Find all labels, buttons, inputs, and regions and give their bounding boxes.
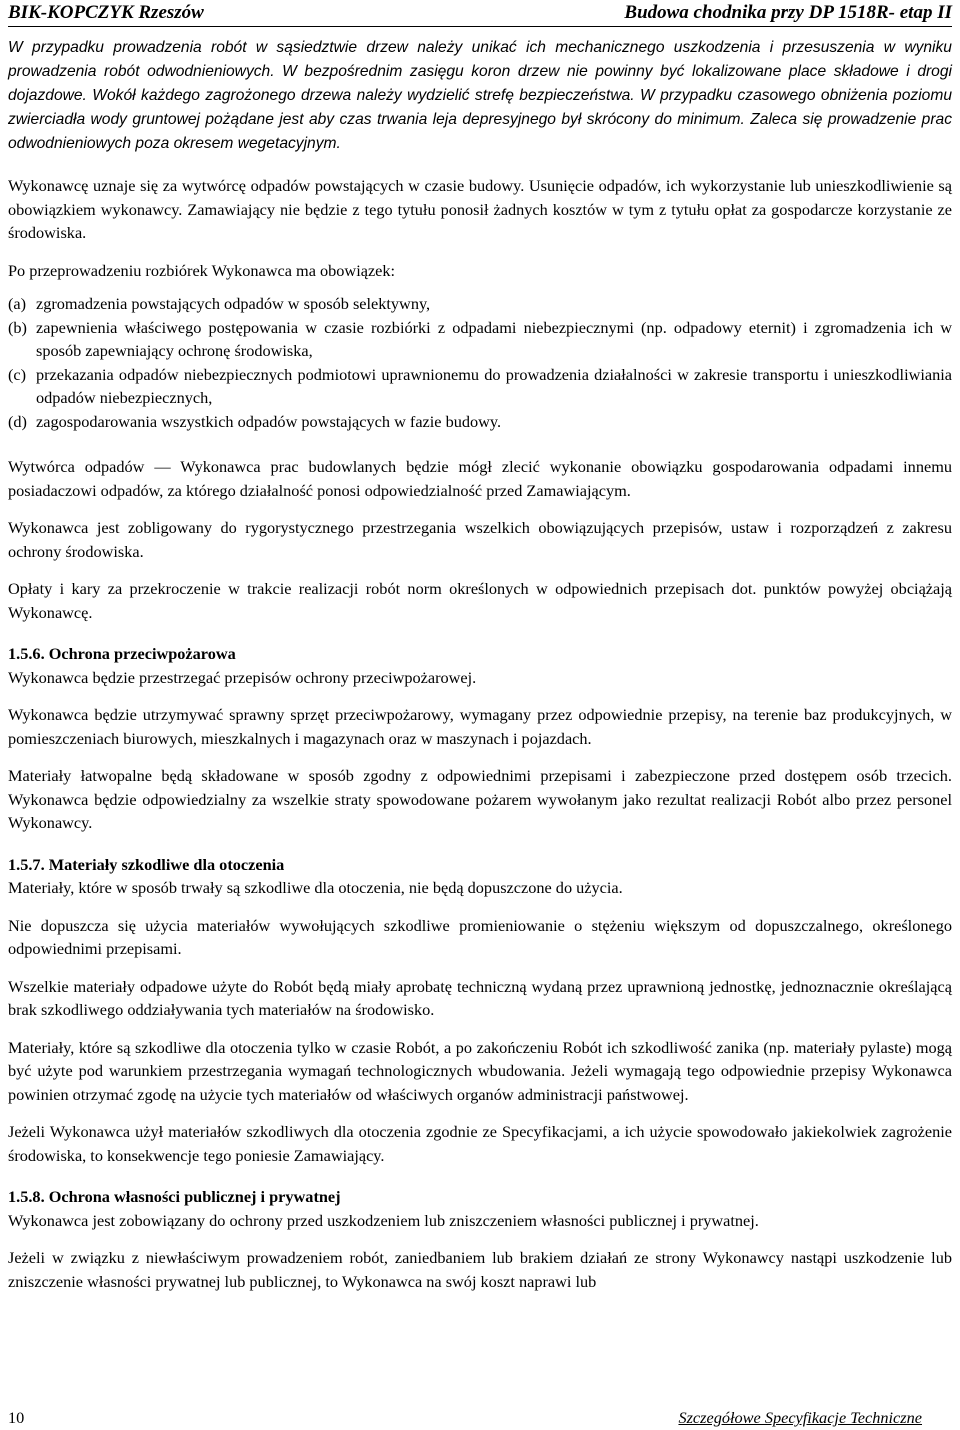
section-heading: 1.5.6. Ochrona przeciwpożarowa [8,644,236,663]
paragraph: Materiały łatwopalne będą składowane w sposób zgodny z odpowiednimi przepisami i zabezpieczone przed dostępem osób trzecich. Wykonawca będzie odpowiedzialny za wszelkie straty spowodowane pożarem wywołanym jako rezultat realizacji Robót albo przez personel Wykonawcy. [8,766,952,832]
header-company: BIK-KOPCZYK Rzeszów [8,2,204,23]
list-item: (b) zapewnienia właściwego postępowania w czasie rozbiórki z odpadami niebezpiecznymi (np. odpadowy eternit) i zgromadzenia ich w sposób zapewniający ochronę środowiska, [8,317,952,360]
list-item: (a) zgromadzenia powstających odpadów w sposób selektywny, [8,294,431,313]
page-number: 10 [8,1408,25,1427]
paragraph: Wykonawca jest zobowiązany do ochrony przed uszkodzeniem lub zniszczeniem własności publicznej i prywatnej. [8,1210,759,1230]
paragraph: Wszelkie materiały odpadowe użyte do Robót będą miały aprobatę techniczną wydaną przez uprawnioną jednostkę, jednoznacznie określającą brak szkodliwego oddziaływania tych materiałów na środowisko. [8,976,952,1019]
paragraph-waste-producer: Wykonawcę uznaje się za wytwórcę odpadów powstających w czasie budowy. Usunięcie odpadów, ich wykorzystanie lub unieszkodliwienie są obowiązkiem wykonawcy. Zamawiający nie będzie z tego tytułu ponosił żadnych kosztów w tym z tytułu opłat za gospodarcze korzystanie ze środowiska. [8,176,952,242]
paragraph: Wykonawca będzie przestrzegać przepisów ochrony przeciwpożarowej. [8,667,477,687]
duties-list [8,292,952,433]
paragraph: Materiały, które są szkodliwe dla otoczenia tylko w czasie Robót, a po zakończeniu Robót ich szkodliwość zanika (np. materiały pylaste) mogą być użyte pod warunkiem przestrzegania wymagań technologicznych wbudowania. Jeżeli wymagają tego odpowiednie przepisy Wykonawca powinien otrzymać zgodę na użycie tych materiałów od właściwych organów administracji państwowej. [8,1037,952,1104]
header-project-title: Budowa chodnika przy DP 1518R- etap II [624,2,952,23]
paragraph: Jeżeli w związku z niewłaściwym prowadzeniem robót, zaniedbaniem lub brakiem działań ze strony Wykonawcy nastąpi uszkodzenie lub zniszczenie własności prywatnej lub publicznej, to Wykonawca na swój koszt naprawi lub [8,1248,952,1291]
paragraph: Wykonawca będzie utrzymywać sprawny sprzęt przeciwpożarowy, wymagany przez odpowiednie przepisy, na terenie baz produkcyjnych, w pomieszczeniach biurowych, mieszkalnych i magazynach oraz w maszynach i pojazdach. [8,705,952,748]
page-content [8,36,952,1307]
paragraph-fees: Opłaty i kary za przekroczenie w trakcie realizacji robót norm określonych w odpowiednich przepisach dot. punktów powyżej obciążają Wykonawcę. [8,579,952,622]
paragraph: Jeżeli Wykonawca użył materiałów szkodliwych dla otoczenia zgodnie ze Specyfikacjami, a ich użycie spowodowało jakiekolwiek zagrożenie środowiska, to konsekwencje tego poniesie Zamawiający. [8,1122,952,1165]
paragraph-demolition-duties: Po przeprowadzeniu rozbiórek Wykonawca ma obowiązek: [8,260,396,280]
paragraph-obligations: Wykonawca jest zobligowany do rygorystycznego przestrzegania wszelkich obowiązujących przepisów, ustaw i rozporządzeń z zakresu ochrony środowiska. [8,518,952,561]
paragraph: Nie dopuszcza się użycia materiałów wywołujących szkodliwe promieniowanie o stężeniu większym od dopuszczalnego, określonego odpowiednimi przepisami. [8,915,952,958]
list-item: (c) przekazania odpadów niebezpiecznych podmiotowi uprawnionemu do prowadzenia działalności w zakresie transportu i unieszkodliwiania odpadów niebezpiecznych, [8,364,952,407]
paragraph-producer-contract: Wytwórca odpadów — Wykonawca prac budowlanych będzie mógł zlecić wykonanie obowiązku gospodarowania odpadami innemu posiadaczowi odpadów, za którego działalność ponosi odpowiedzialność przed Zamawiającym. [8,457,952,500]
footer-title: Szczegółowe Specyfikacje Techniczne [678,1408,922,1427]
page-header [8,0,952,27]
section-heading: 1.5.8. Ochrona własności publicznej i prywatnej [8,1187,341,1206]
list-item: (d) zagospodarowania wszystkich odpadów powstających w fazie budowy. [8,411,502,431]
section-heading: 1.5.7. Materiały szkodliwe dla otoczenia [8,854,285,874]
paragraph: Materiały, które w sposób trwały są szkodliwe dla otoczenia, nie będą dopuszczone do użycia. [8,878,623,897]
page-footer [8,1408,922,1430]
paragraph-trees-protection: W przypadku prowadzenia robót w sąsiedztwie drzew należy unikać ich mechanicznego uszkodzenia i przesuszenia w wyniku prowadzenia robót odwodnieniowych. W bezpośrednim zasięgu koron drzew nie powinny być lokalizowane place składowe i drogi dojazdowe. Wokół każdego zagrożonego drzewa należy wydzielić strefę bezpieczeństwa. W przypadku czasowego obniżenia poziomu zwierciadła wody gruntowej pożądane jest aby czas trwania leja depresyjnego był skrócony do minimum. Zaleca się prowadzenie prac odwodnieniowych poza okresem wegetacyjnym. [8,39,952,152]
